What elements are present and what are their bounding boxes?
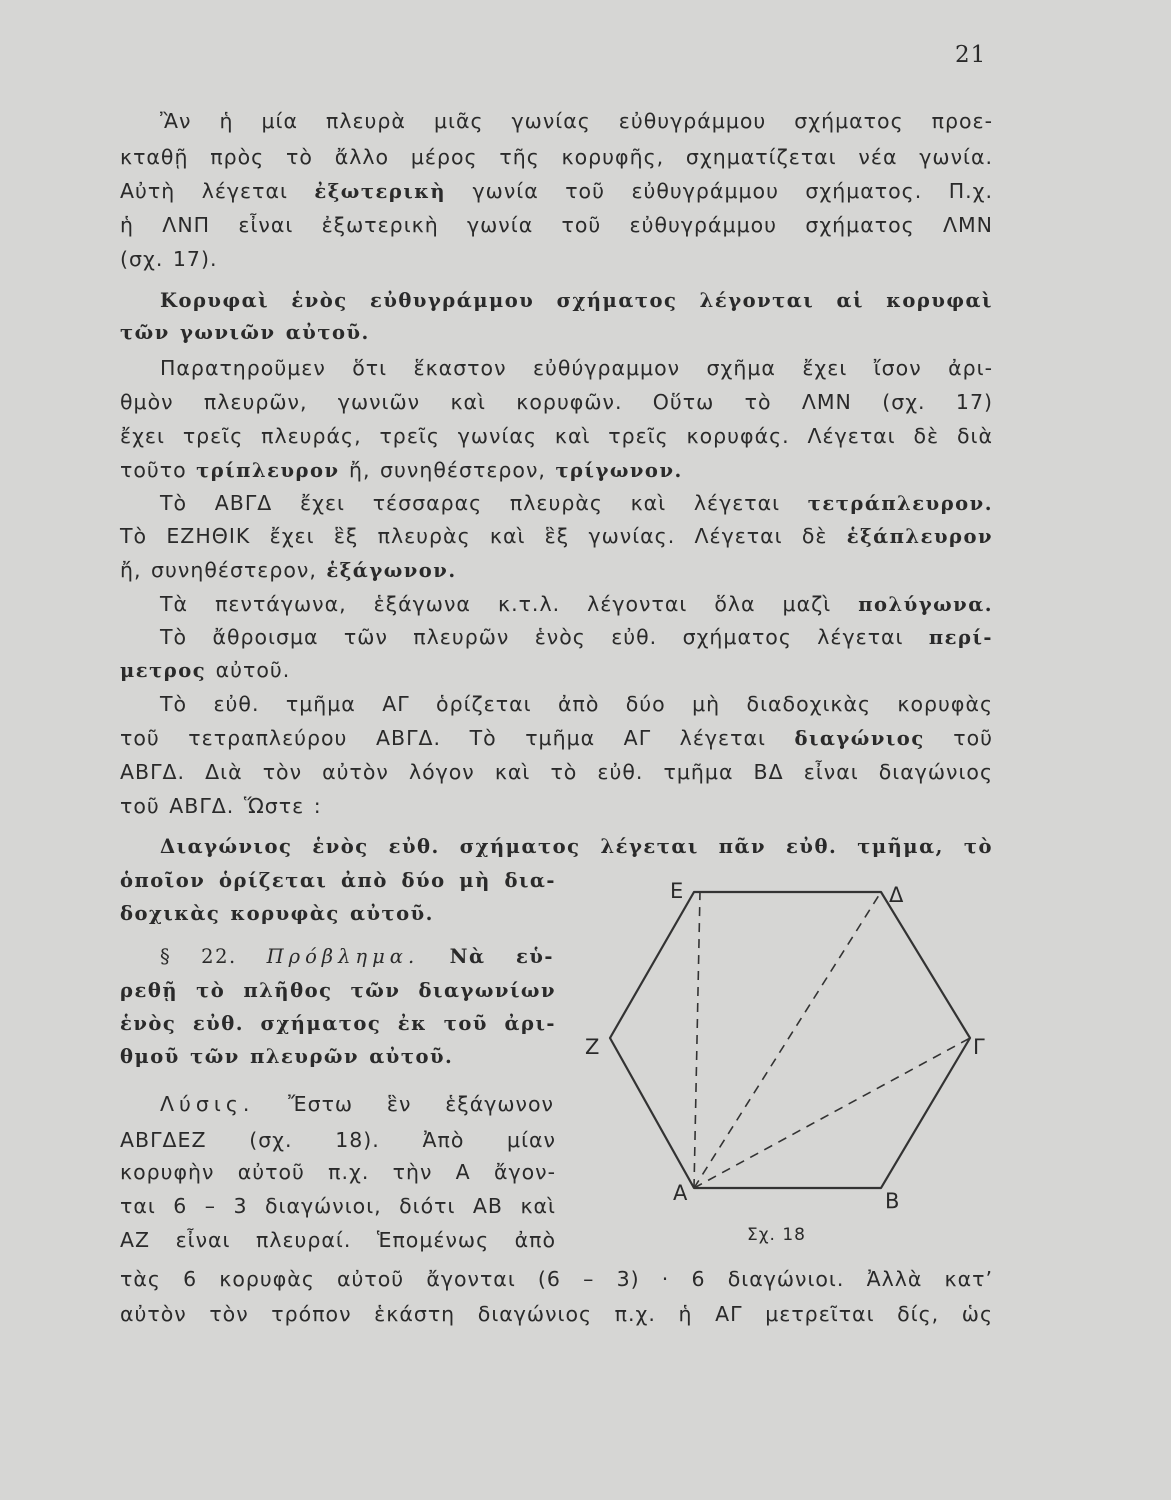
- text-line: μετρος αὐτοῦ.: [120, 658, 291, 682]
- vertex-label-G: Γ: [973, 1035, 985, 1059]
- solution-line: αὐτὸν τὸν τρόπον ἑκάστη διαγώνιος π.χ. ἡ ΑΓ μετρεῖται δίς, ὡς: [120, 1302, 993, 1326]
- problem-line: ἑνὸς εὐθ. σχήματος ἐκ τοῦ ἀρι-: [120, 1012, 556, 1035]
- hexagon-outline: [610, 892, 970, 1188]
- text-line: Αὐτὴ λέγεται ἐξωτερικὴ γωνία τοῦ εὐθυγράμμου σχήματος. Π.χ.: [120, 179, 993, 203]
- text-line: ἔχει τρεῖς πλευράς, τρεῖς γωνίας καὶ τρεῖς κορυφάς. Λέγεται δὲ διὰ: [120, 424, 993, 448]
- text-line: τοῦ ΑΒΓΔ. Ὥστε :: [120, 794, 322, 818]
- text-line: ἡ ΛΝΠ εἶναι ἐξωτερικὴ γωνία τοῦ εὐθυγράμμου σχήματος ΛΜΝ: [120, 213, 993, 237]
- text-line: Ἂν ἡ μία πλευρὰ μιᾶς γωνίας εὐθυγράμμου σχήματος προε-: [160, 109, 993, 133]
- vertex-label-Z: Ζ: [585, 1035, 600, 1059]
- text-line: Τὸ ἄθροισμα τῶν πλευρῶν ἑνὸς εὐθ. σχήματος λέγεται περί-: [160, 625, 993, 649]
- diagonal-AE: [694, 892, 700, 1188]
- text-line: Τὸ ΑΒΓΔ ἔχει τέσσαρας πλευρὰς καὶ λέγεται τετράπλευρον.: [160, 491, 993, 515]
- solution-line: ΑΒΓΔΕΖ (σχ. 18). Ἀπὸ μίαν: [120, 1128, 556, 1152]
- text-line: Τὸ εὐθ. τμῆμα ΑΓ ὁρίζεται ἀπὸ δύο μὴ διαδοχικὰς κορυφὰς: [160, 692, 993, 716]
- vertex-label-A: Α: [673, 1181, 688, 1205]
- definition-line: Κορυφαὶ ἑνὸς εὐθυγράμμου σχήματος λέγονται αἱ κορυφαὶ: [160, 289, 993, 312]
- text-line: θμὸν πλευρῶν, γωνιῶν καὶ κορυφῶν. Οὕτω τὸ ΛΜΝ (σχ. 17): [120, 390, 993, 414]
- definition-line: ὁποῖον ὁρίζεται ἀπὸ δύο μὴ δια-: [120, 869, 556, 892]
- text-line: ΑΒΓΔ. Διὰ τὸν αὐτὸν λόγον καὶ τὸ εὐθ. τμῆμα ΒΔ εἶναι διαγώνιος: [120, 760, 993, 784]
- figure-caption: Σχ. 18: [747, 1225, 807, 1245]
- text-line: Τὸ ΕΖΗΘΙΚ ἔχει ἓξ πλευρὰς καὶ ἓξ γωνίας. Λέγεται δὲ ἑξάπλευρον: [120, 524, 993, 548]
- diagonal-AG: [694, 1038, 970, 1188]
- definition-line: Διαγώνιος ἑνὸς εὐθ. σχήματος λέγεται πᾶν εὐθ. τμῆμα, τὸ: [160, 835, 993, 858]
- solution-line: κορυφὴν αὐτοῦ π.χ. τὴν Α ἄγον-: [120, 1160, 556, 1184]
- text-line: Παρατηροῦμεν ὅτι ἕκαστον εὐθύγραμμον σχῆμα ἔχει ἴσον ἀρι-: [160, 356, 993, 380]
- diagonal-AD: [694, 892, 881, 1188]
- text-line: τοῦτο τρίπλευρον ἤ, συνηθέστερον, τρίγωνον.: [120, 458, 683, 482]
- problem-line: θμοῦ τῶν πλευρῶν αὐτοῦ.: [120, 1045, 454, 1068]
- text-line: ἤ, συνηθέστερον, ἑξάγωνον.: [120, 558, 457, 582]
- vertex-label-E: Ε: [670, 879, 684, 903]
- vertex-label-B: Β: [885, 1189, 900, 1213]
- solution-line: ΑΖ εἶναι πλευραί. Ἑπομένως ἀπὸ: [120, 1228, 556, 1252]
- definition-line: τῶν γωνιῶν αὐτοῦ.: [120, 321, 370, 344]
- text-line: κταθῇ πρὸς τὸ ἄλλο μέρος τῆς κορυφῆς, σχηματίζεται νέα γωνία.: [120, 145, 993, 169]
- hexagon-figure: [575, 870, 1005, 1250]
- term-exterior-angle: ἐξωτερικὴ: [314, 180, 447, 203]
- text-line: τοῦ τετραπλεύρου ΑΒΓΔ. Τὸ τμῆμα ΑΓ λέγεται διαγώνιος τοῦ: [120, 726, 993, 750]
- text-line: (σχ. 17).: [120, 247, 218, 271]
- definition-line: δοχικὰς κορυφὰς αὐτοῦ.: [120, 902, 434, 925]
- vertex-label-D: Δ: [889, 883, 904, 907]
- text-line: Τὰ πεντάγωνα, ἑξάγωνα κ.τ.λ. λέγονται ὅλα μαζὶ πολύγωνα.: [160, 592, 993, 616]
- problem-line: ρεθῇ τὸ πλῆθος τῶν διαγωνίων: [120, 979, 556, 1002]
- solution-line: τὰς 6 κορυφὰς αὐτοῦ ἄγονται (6 – 3) · 6 διαγώνιοι. Ἀλλὰ κατ’: [120, 1267, 993, 1291]
- problem-heading: § 22. Πρόβλημα. Νὰ εὑ-: [160, 945, 554, 968]
- page-number: 21: [955, 42, 987, 68]
- solution-line: Λύσις. Ἔστω ἓν ἑξάγωνον: [160, 1092, 554, 1116]
- solution-line: ται 6 – 3 διαγώνιοι, διότι ΑΒ καὶ: [120, 1194, 556, 1218]
